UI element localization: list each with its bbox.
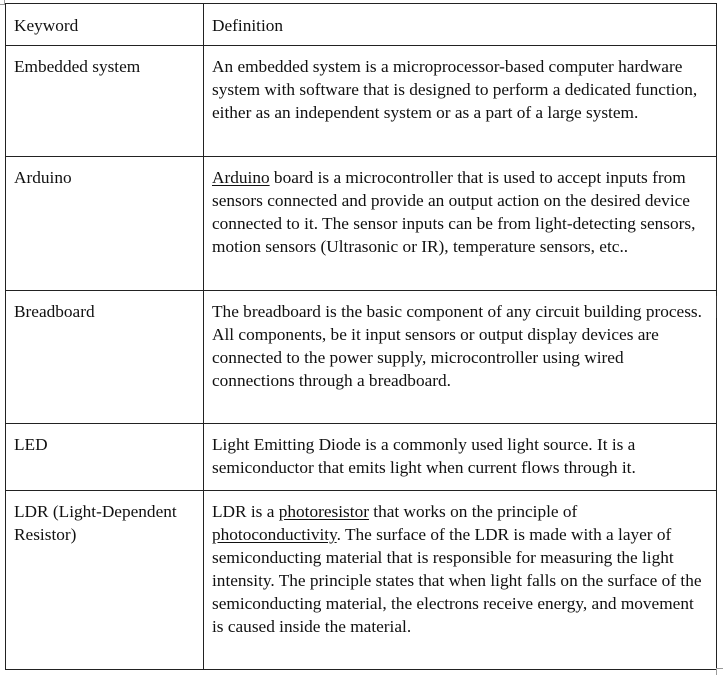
definition-cell — [204, 491, 717, 670]
table-row — [6, 491, 717, 670]
keyword-cell: LDR (Light-Dependent Resistor) — [6, 491, 204, 670]
definition-text: . The surface of the LDR is made with a layer of semiconducting material that is responsible for measuring the light intensity. The principle states that when light falls on the surface of the semiconducting material, the electrons receive energy, and movement is caused inside the material. — [212, 525, 702, 636]
table-row — [6, 46, 717, 157]
definition-cell: The breadboard is the basic component of any circuit building process. All components, be it input sensors or output display devices are connected to the power supply, microcontroller using wired connections through a breadboard. — [204, 291, 717, 424]
definition-text: board is a microcontroller that is used to accept inputs from sensors connected and provide an output action on the desired device connected to it. The sensor inputs can be from light-detecting sensors, motion sensors (Ultrasonic or IR), temperature sensors, etc.. — [212, 168, 696, 256]
keyword-cell: LED — [6, 424, 204, 491]
table-resize-handle[interactable] — [716, 668, 723, 675]
table-row — [6, 157, 717, 291]
definition-cell — [204, 157, 717, 291]
keyword-cell: Arduino — [6, 157, 204, 291]
definitions-table — [5, 3, 717, 670]
keyword-cell: Embedded system — [6, 46, 204, 157]
text-cursor-marker — [716, 296, 717, 318]
definition-cell: Light Emitting Diode is a commonly used light source. It is a semiconductor that emits light when current flows through it. — [204, 424, 717, 491]
table-row — [6, 291, 717, 424]
header-definition: Definition — [204, 4, 717, 46]
definition-text: LDR is a — [212, 502, 279, 521]
table-header-row — [6, 4, 717, 46]
keyword-cell: Breadboard — [6, 291, 204, 424]
definition-text: that works on the principle of — [368, 502, 578, 521]
arduino-link[interactable]: Arduino — [212, 168, 270, 187]
table-row — [6, 424, 717, 491]
photoresistor-link[interactable]: photoresistor — [278, 502, 369, 521]
header-keyword: Keyword — [6, 4, 204, 46]
photoconductivity-link[interactable]: photoconductivity — [212, 525, 337, 544]
definition-cell: An embedded system is a microprocessor-based computer hardware system with software that is designed to perform a dedicated function, either as an independent system or as a part of a large system. — [204, 46, 717, 157]
